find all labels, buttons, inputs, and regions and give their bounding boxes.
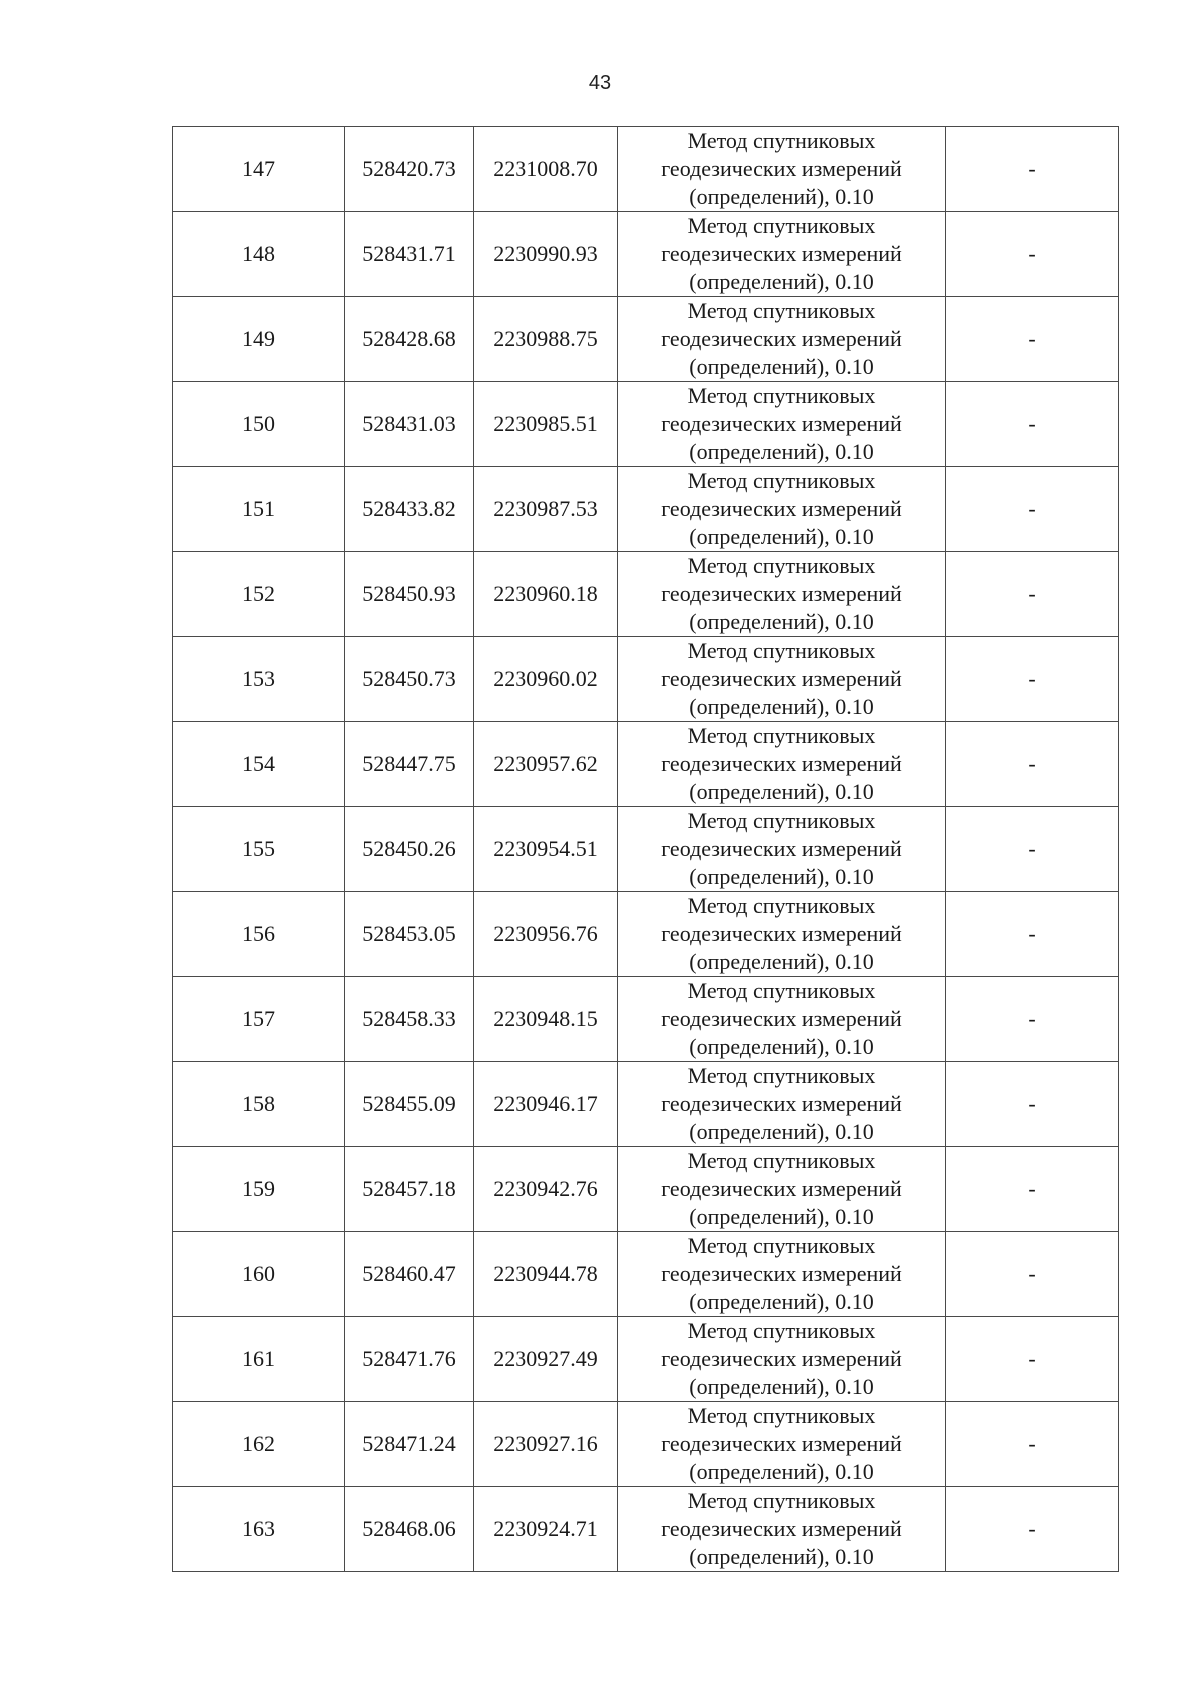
method-cell xyxy=(618,1232,946,1317)
note-cell: - xyxy=(946,1062,1119,1147)
y-coordinate-cell: 2230946.17 xyxy=(474,1062,618,1147)
method-text-line: (определений), 0.10 xyxy=(689,439,874,464)
point-number-cell: 156 xyxy=(173,892,345,977)
y-coordinate-cell: 2230957.62 xyxy=(474,722,618,807)
method-text-line: Метод спутниковых xyxy=(687,213,876,238)
point-number-cell: 163 xyxy=(173,1487,345,1572)
note-cell: - xyxy=(946,382,1119,467)
method-text-line: Метод спутниковых xyxy=(687,723,876,748)
method-text-line: Метод спутниковых xyxy=(687,1488,876,1513)
table-row xyxy=(173,807,1119,892)
note-cell: - xyxy=(946,552,1119,637)
method-text-line: геодезических измерений xyxy=(661,326,902,351)
point-number-cell: 153 xyxy=(173,637,345,722)
x-coordinate-cell: 528458.33 xyxy=(345,977,474,1062)
method-text-line: Метод спутниковых xyxy=(687,638,876,663)
method-text-line: Метод спутниковых xyxy=(687,978,876,1003)
method-text-line: Метод спутниковых xyxy=(687,1063,876,1088)
x-coordinate-cell: 528450.73 xyxy=(345,637,474,722)
method-text-line: геодезических измерений xyxy=(661,581,902,606)
method-text-line: Метод спутниковых xyxy=(687,1233,876,1258)
method-text-line: (определений), 0.10 xyxy=(689,524,874,549)
method-text-line: геодезических измерений xyxy=(661,156,902,181)
x-coordinate-cell: 528450.93 xyxy=(345,552,474,637)
table-row xyxy=(173,1402,1119,1487)
table-row xyxy=(173,552,1119,637)
method-text-line: Метод спутниковых xyxy=(687,1148,876,1173)
point-number-cell: 162 xyxy=(173,1402,345,1487)
y-coordinate-cell: 2230954.51 xyxy=(474,807,618,892)
method-text-line: (определений), 0.10 xyxy=(689,1204,874,1229)
method-text-line: геодезических измерений xyxy=(661,1261,902,1286)
note-cell: - xyxy=(946,1317,1119,1402)
method-text-line: Метод спутниковых xyxy=(687,893,876,918)
table-row xyxy=(173,297,1119,382)
method-cell xyxy=(618,637,946,722)
table-row xyxy=(173,1487,1119,1572)
method-cell xyxy=(618,1317,946,1402)
method-cell xyxy=(618,382,946,467)
point-number-cell: 155 xyxy=(173,807,345,892)
x-coordinate-cell: 528428.68 xyxy=(345,297,474,382)
x-coordinate-cell: 528471.24 xyxy=(345,1402,474,1487)
note-cell: - xyxy=(946,1232,1119,1317)
y-coordinate-cell: 2230948.15 xyxy=(474,977,618,1062)
y-coordinate-cell: 2231008.70 xyxy=(474,127,618,212)
method-text-line: геодезических измерений xyxy=(661,751,902,776)
method-cell xyxy=(618,1487,946,1572)
note-cell: - xyxy=(946,1487,1119,1572)
y-coordinate-cell: 2230927.49 xyxy=(474,1317,618,1402)
point-number-cell: 151 xyxy=(173,467,345,552)
note-cell: - xyxy=(946,467,1119,552)
y-coordinate-cell: 2230987.53 xyxy=(474,467,618,552)
method-text-line: геодезических измерений xyxy=(661,496,902,521)
method-text-line: геодезических измерений xyxy=(661,1346,902,1371)
method-cell xyxy=(618,212,946,297)
point-number-cell: 154 xyxy=(173,722,345,807)
method-cell xyxy=(618,807,946,892)
method-text-line: (определений), 0.10 xyxy=(689,1034,874,1059)
note-cell: - xyxy=(946,127,1119,212)
point-number-cell: 150 xyxy=(173,382,345,467)
method-cell xyxy=(618,892,946,977)
method-text-line: Метод спутниковых xyxy=(687,298,876,323)
method-text-line: Метод спутниковых xyxy=(687,808,876,833)
x-coordinate-cell: 528457.18 xyxy=(345,1147,474,1232)
table-row xyxy=(173,467,1119,552)
table-row xyxy=(173,127,1119,212)
point-number-cell: 158 xyxy=(173,1062,345,1147)
note-cell: - xyxy=(946,212,1119,297)
x-coordinate-cell: 528420.73 xyxy=(345,127,474,212)
x-coordinate-cell: 528431.03 xyxy=(345,382,474,467)
note-cell: - xyxy=(946,637,1119,722)
x-coordinate-cell: 528455.09 xyxy=(345,1062,474,1147)
point-number-cell: 149 xyxy=(173,297,345,382)
table-row xyxy=(173,977,1119,1062)
method-text-line: геодезических измерений xyxy=(661,1431,902,1456)
method-text-line: (определений), 0.10 xyxy=(689,1459,874,1484)
table-row xyxy=(173,1062,1119,1147)
method-text-line: (определений), 0.10 xyxy=(689,269,874,294)
method-text-line: (определений), 0.10 xyxy=(689,184,874,209)
note-cell: - xyxy=(946,1147,1119,1232)
method-text-line: (определений), 0.10 xyxy=(689,779,874,804)
note-cell: - xyxy=(946,297,1119,382)
note-cell: - xyxy=(946,892,1119,977)
method-text-line: геодезических измерений xyxy=(661,241,902,266)
method-text-line: (определений), 0.10 xyxy=(689,949,874,974)
method-text-line: геодезических измерений xyxy=(661,1091,902,1116)
method-text-line: (определений), 0.10 xyxy=(689,1374,874,1399)
note-cell: - xyxy=(946,1402,1119,1487)
method-text-line: (определений), 0.10 xyxy=(689,1544,874,1569)
method-text-line: (определений), 0.10 xyxy=(689,354,874,379)
method-cell xyxy=(618,977,946,1062)
method-cell xyxy=(618,1402,946,1487)
y-coordinate-cell: 2230960.02 xyxy=(474,637,618,722)
y-coordinate-cell: 2230942.76 xyxy=(474,1147,618,1232)
point-number-cell: 159 xyxy=(173,1147,345,1232)
method-text-line: Метод спутниковых xyxy=(687,1318,876,1343)
method-text-line: Метод спутниковых xyxy=(687,383,876,408)
table-row xyxy=(173,212,1119,297)
method-text-line: Метод спутниковых xyxy=(687,1403,876,1428)
method-text-line: (определений), 0.10 xyxy=(689,1289,874,1314)
method-text-line: геодезических измерений xyxy=(661,1516,902,1541)
x-coordinate-cell: 528453.05 xyxy=(345,892,474,977)
point-number-cell: 147 xyxy=(173,127,345,212)
x-coordinate-cell: 528433.82 xyxy=(345,467,474,552)
method-text-line: (определений), 0.10 xyxy=(689,609,874,634)
note-cell: - xyxy=(946,977,1119,1062)
method-text-line: (определений), 0.10 xyxy=(689,1119,874,1144)
table-row xyxy=(173,382,1119,467)
x-coordinate-cell: 528471.76 xyxy=(345,1317,474,1402)
method-text-line: геодезических измерений xyxy=(661,836,902,861)
method-cell xyxy=(618,467,946,552)
table-body xyxy=(173,127,1119,1572)
method-text-line: (определений), 0.10 xyxy=(689,694,874,719)
method-text-line: (определений), 0.10 xyxy=(689,864,874,889)
x-coordinate-cell: 528450.26 xyxy=(345,807,474,892)
y-coordinate-cell: 2230944.78 xyxy=(474,1232,618,1317)
method-cell xyxy=(618,1147,946,1232)
method-text-line: геодезических измерений xyxy=(661,411,902,436)
x-coordinate-cell: 528460.47 xyxy=(345,1232,474,1317)
x-coordinate-cell: 528468.06 xyxy=(345,1487,474,1572)
point-number-cell: 152 xyxy=(173,552,345,637)
y-coordinate-cell: 2230988.75 xyxy=(474,297,618,382)
method-text-line: геодезических измерений xyxy=(661,666,902,691)
table-row xyxy=(173,1232,1119,1317)
table-row xyxy=(173,637,1119,722)
coordinates-table xyxy=(172,126,1119,1572)
point-number-cell: 157 xyxy=(173,977,345,1062)
method-text-line: Метод спутниковых xyxy=(687,468,876,493)
table-row xyxy=(173,722,1119,807)
page-number: 43 xyxy=(588,72,612,94)
method-cell xyxy=(618,552,946,637)
method-text-line: геодезических измерений xyxy=(661,921,902,946)
y-coordinate-cell: 2230927.16 xyxy=(474,1402,618,1487)
method-text-line: Метод спутниковых xyxy=(687,128,876,153)
y-coordinate-cell: 2230924.71 xyxy=(474,1487,618,1572)
y-coordinate-cell: 2230956.76 xyxy=(474,892,618,977)
y-coordinate-cell: 2230985.51 xyxy=(474,382,618,467)
y-coordinate-cell: 2230990.93 xyxy=(474,212,618,297)
method-cell xyxy=(618,297,946,382)
y-coordinate-cell: 2230960.18 xyxy=(474,552,618,637)
method-text-line: геодезических измерений xyxy=(661,1006,902,1031)
point-number-cell: 160 xyxy=(173,1232,345,1317)
note-cell: - xyxy=(946,807,1119,892)
point-number-cell: 148 xyxy=(173,212,345,297)
x-coordinate-cell: 528447.75 xyxy=(345,722,474,807)
table-row xyxy=(173,1317,1119,1402)
method-text-line: Метод спутниковых xyxy=(687,553,876,578)
note-cell: - xyxy=(946,722,1119,807)
method-cell xyxy=(618,722,946,807)
table-row xyxy=(173,1147,1119,1232)
method-cell xyxy=(618,1062,946,1147)
method-text-line: геодезических измерений xyxy=(661,1176,902,1201)
table-row xyxy=(173,892,1119,977)
method-cell xyxy=(618,127,946,212)
point-number-cell: 161 xyxy=(173,1317,345,1402)
x-coordinate-cell: 528431.71 xyxy=(345,212,474,297)
